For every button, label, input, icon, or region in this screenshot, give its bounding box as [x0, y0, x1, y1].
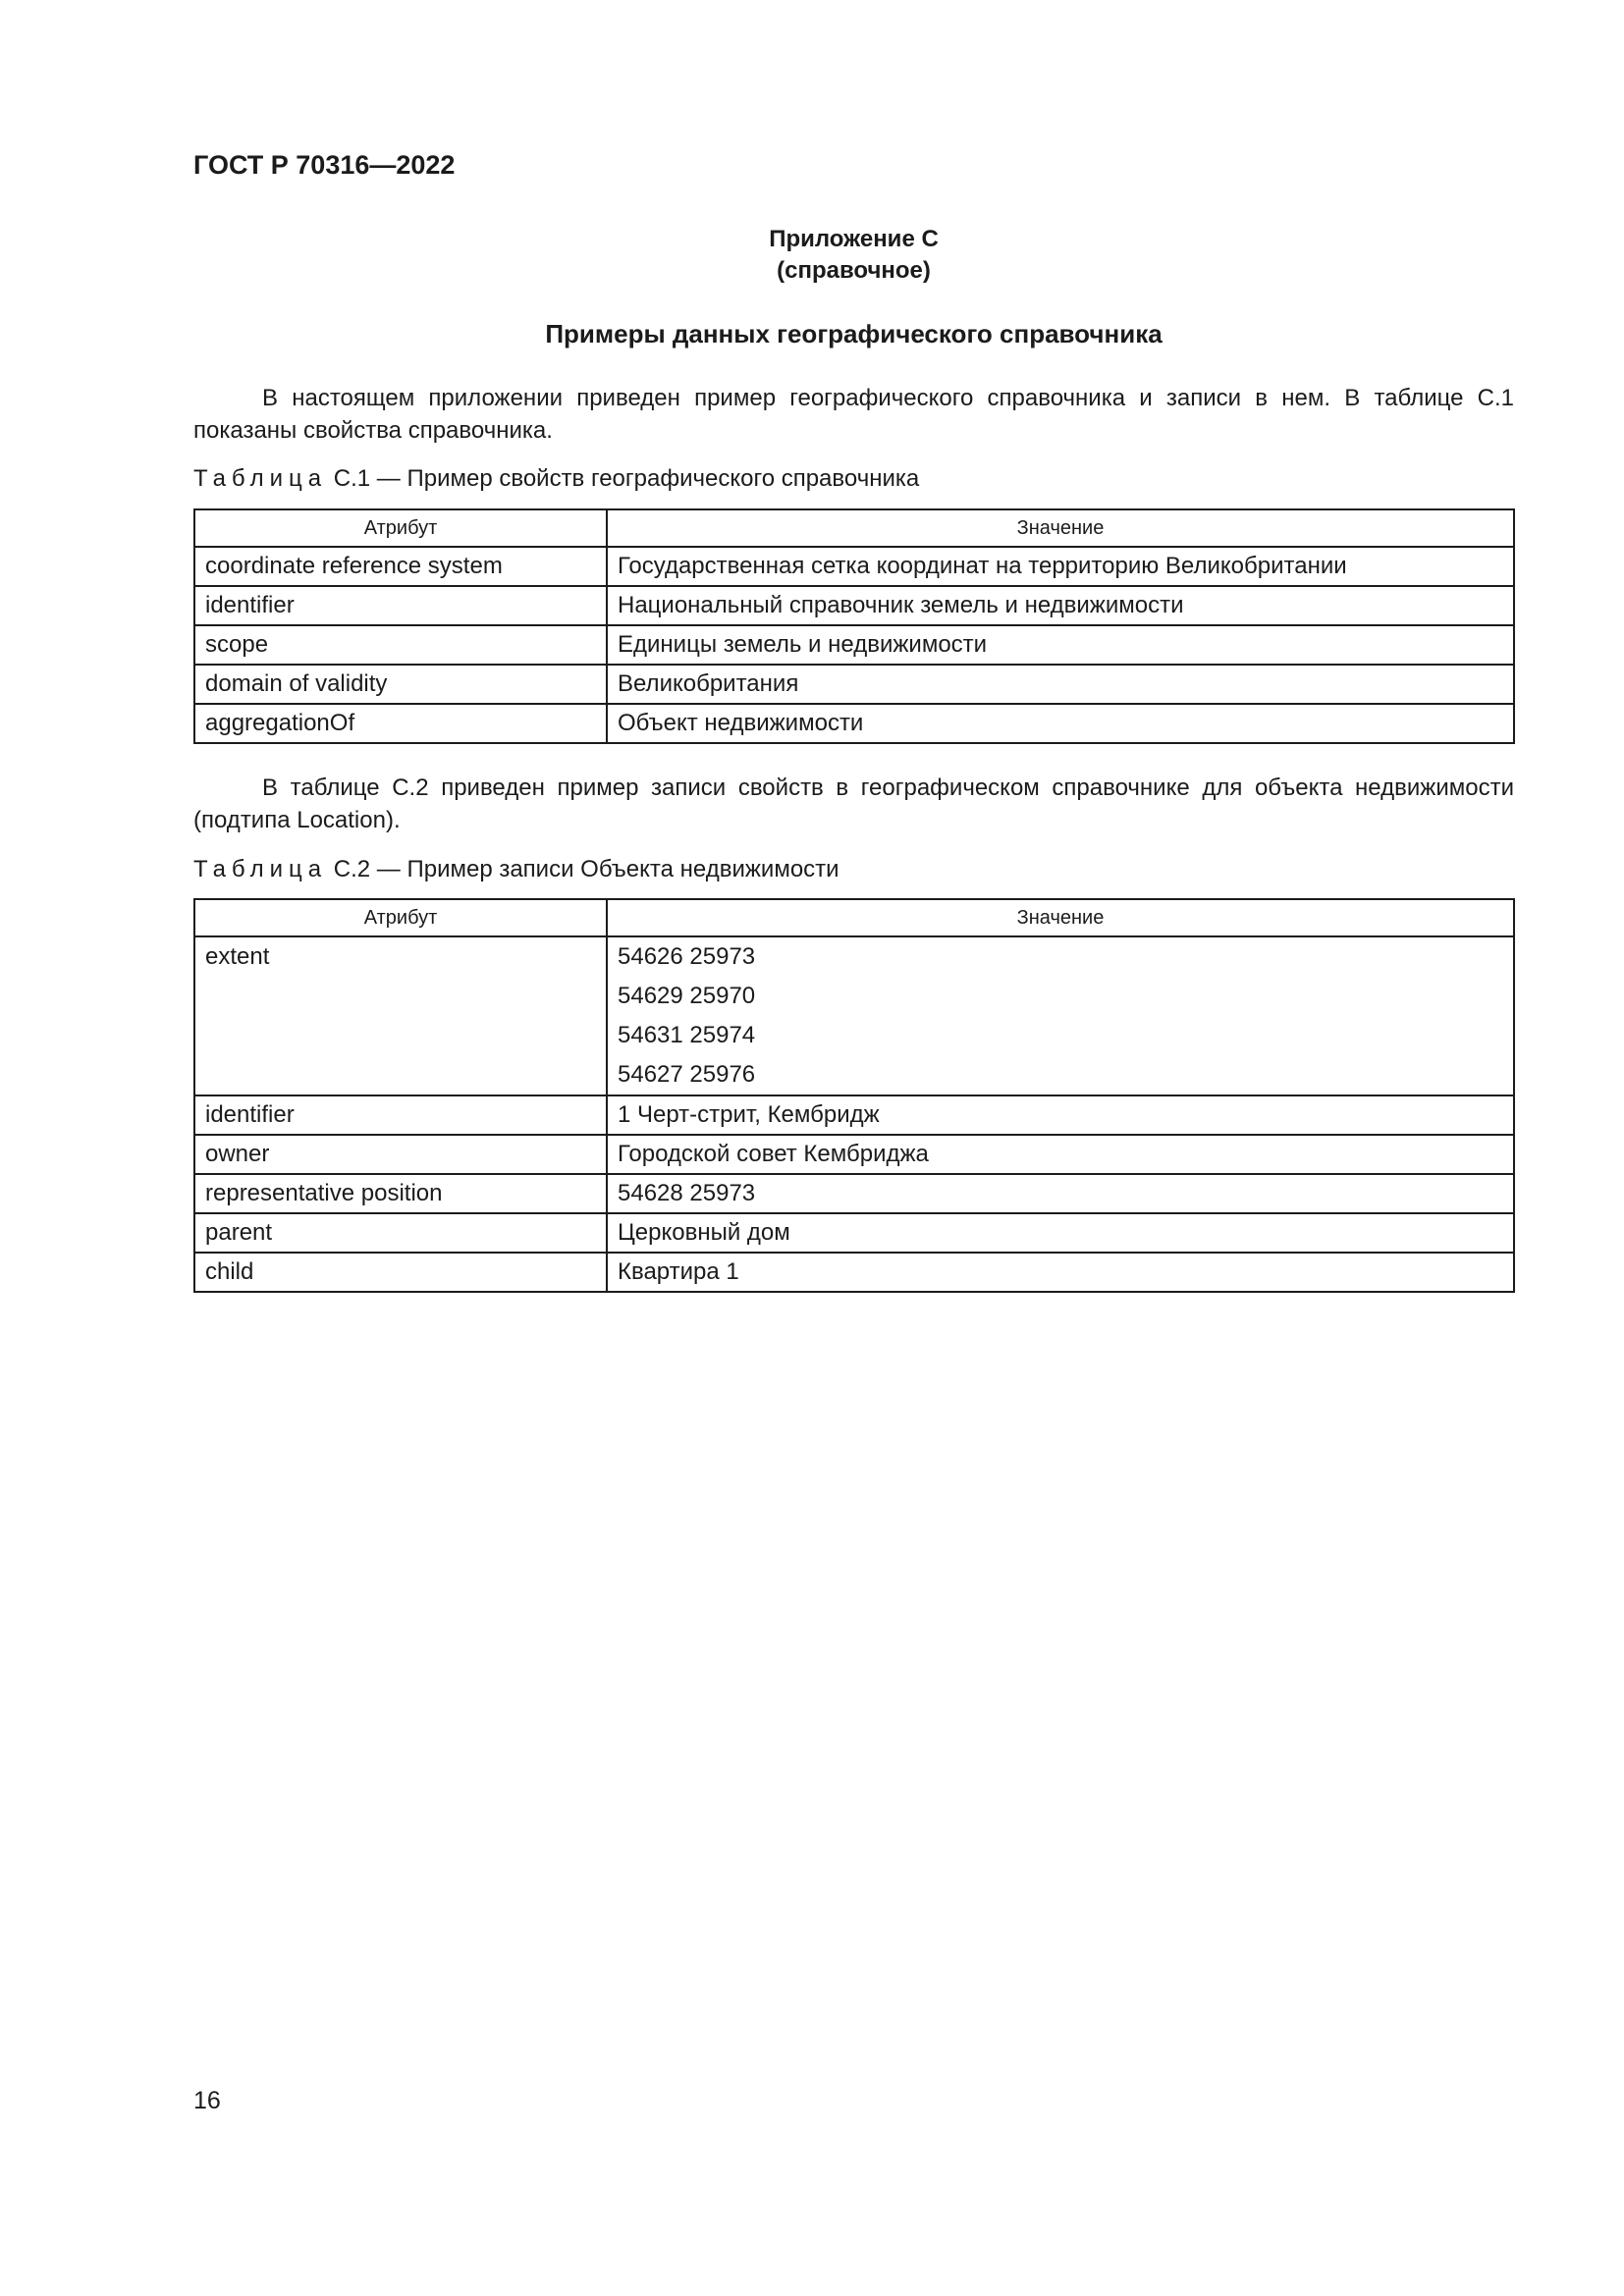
table1-cell-attribute: scope — [194, 625, 607, 665]
document-code: ГОСТ Р 70316—2022 — [193, 150, 456, 180]
extent-coordinate: 54631 25974 — [618, 1022, 756, 1048]
extent-coordinate: 54626 25973 — [618, 943, 756, 970]
table-row — [194, 1135, 1514, 1174]
table2-cell-attribute: owner — [194, 1135, 607, 1174]
section-title: Примеры данных географического справочника — [545, 319, 1163, 348]
intro-paragraph: В настоящем приложении приведен пример географического справочника и записи в нем. В таблице С.1 показаны свойства справочника. — [193, 385, 1514, 444]
table1-header-row — [194, 509, 1514, 547]
extent-coordinate: 54629 25970 — [618, 983, 756, 1009]
table2 — [193, 898, 1515, 1293]
table2-cell-value: Городской совет Кембриджа — [607, 1135, 1514, 1174]
table1-header-value: Значение — [607, 509, 1514, 547]
table1-header-attribute: Атрибут — [194, 509, 607, 547]
table1-cell-attribute: aggregationOf — [194, 704, 607, 743]
table1-cell-attribute: domain of validity — [194, 665, 607, 704]
table2-cell-attribute: child — [194, 1253, 607, 1292]
table-row — [194, 704, 1514, 743]
table2-cell-value: Квартира 1 — [607, 1253, 1514, 1292]
second-paragraph: В таблице С.2 приведен пример записи свойств в географическом справочнике для объекта недвижимости (подтипа Location). — [193, 774, 1514, 833]
table2-header-row — [194, 899, 1514, 936]
table-row — [194, 665, 1514, 704]
table-row — [194, 1213, 1514, 1253]
table1-cell-attribute: coordinate reference system — [194, 547, 607, 586]
table1-cell-value: Государственная сетка координат на территорию Великобритании — [607, 547, 1514, 586]
table-row — [194, 1095, 1514, 1135]
table1-cell-value: Великобритания — [607, 665, 1514, 704]
table2-caption-label: Таблица — [193, 856, 328, 882]
table1-caption-label: Таблица — [193, 465, 328, 492]
extent-attribute: extent — [205, 943, 270, 970]
table2-cell-value: 1 Черт-стрит, Кембридж — [607, 1095, 1514, 1135]
page-number: 16 — [193, 2087, 221, 2114]
table1-cell-attribute: identifier — [194, 586, 607, 625]
table2-cell-value — [607, 936, 1514, 1095]
table-row — [194, 936, 1514, 1095]
table1 — [193, 508, 1515, 744]
table1-cell-value: Единицы земель и недвижимости — [607, 625, 1514, 665]
table-row — [194, 625, 1514, 665]
table-row — [194, 586, 1514, 625]
table-row — [194, 547, 1514, 586]
table2-header-attribute: Атрибут — [194, 899, 607, 936]
table2-cell-attribute — [194, 936, 607, 1095]
table2-caption — [193, 856, 839, 883]
table-row — [194, 1174, 1514, 1213]
appendix-title: Приложение С — [769, 226, 939, 252]
table1-caption-text: С.1 — Пример свойств географического справочника — [333, 465, 920, 492]
table2-cell-attribute: parent — [194, 1213, 607, 1253]
table-row — [194, 1253, 1514, 1292]
table2-header-value: Значение — [607, 899, 1514, 936]
appendix-subtitle: (справочное) — [777, 257, 931, 284]
table2-cell-value: Церковный дом — [607, 1213, 1514, 1253]
table1-caption — [193, 465, 919, 493]
extent-coordinate: 54627 25976 — [618, 1061, 756, 1088]
table2-cell-attribute: identifier — [194, 1095, 607, 1135]
table2-caption-text: С.2 — Пример записи Объекта недвижимости — [333, 856, 839, 882]
table2-cell-attribute: representative position — [194, 1174, 607, 1213]
table2-cell-value: 54628 25973 — [607, 1174, 1514, 1213]
table1-cell-value: Объект недвижимости — [607, 704, 1514, 743]
table1-cell-value: Национальный справочник земель и недвижимости — [607, 586, 1514, 625]
